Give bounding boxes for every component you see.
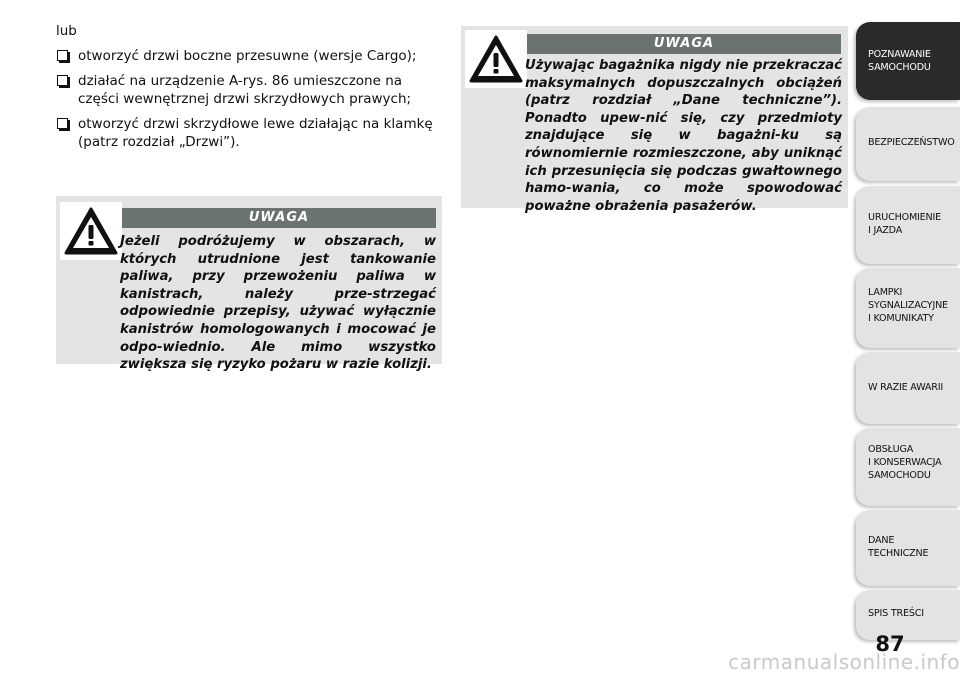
list-item: otworzyć drzwi boczne przesuwne (wersje Cargo); (56, 47, 442, 65)
list-item: działać na urządzenie A-rys. 86 umieszczone na części wewnętrznej drzwi skrzydłowych prawych; (56, 72, 442, 108)
warning-box-right (461, 26, 848, 214)
list-item: otworzyć drzwi skrzydłowe lewe działając na klamkę (patrz rozdział „Drzwi”). (56, 115, 442, 151)
tab-uruchomienie-i-jazda[interactable]: URUCHOMIENIE I JAZDA (856, 186, 960, 264)
checkbox-bullet-icon (57, 118, 68, 129)
warning-text: Używając bagażnika nigdy nie przekraczać maksymalnych dopuszczalnych obciążeń (patrz rozdział „Dane techniczne”). Ponadto upew-nić się, czy przedmioty znajdujące się w bagażni-ku są równomiernie rozmieszczone, aby uniknąć ich przesunięcia się podczas gwałtownego hamo-wania, co może spowodować poważne obrażenia pasażerów. (525, 58, 842, 214)
intro-text: lub (56, 23, 77, 39)
warning-heading: UWAGA (527, 34, 841, 54)
tab-w-razie-awarii[interactable]: W RAZIE AWARII (856, 352, 960, 424)
warning-heading: UWAGA (122, 208, 436, 228)
watermark: carmanualsonline.info (728, 650, 960, 674)
checkbox-bullet-icon (57, 50, 68, 61)
tab-obsluga-i-konserwacja[interactable]: OBSŁUGA I KONSERWACJA SAMOCHODU (856, 428, 960, 506)
warning-text: Jeżeli podróżujemy w obszarach, w których utrudnione jest tankowanie paliwa, przy przewożeniu paliwa w kanistrach, należy prze-strzegać odpowiednie przepisy, używać wyłącznie kanistrów homologowanych i mocować je odpo-wiednio. Ale mimo wszystko zwiększa się ryzyko pożaru w razie kolizji. (120, 234, 436, 373)
left-column (56, 22, 442, 158)
warning-box-left (56, 196, 442, 373)
tab-poznawanie-samochodu[interactable]: POZNAWANIE SAMOCHODU (856, 22, 960, 100)
tab-spis-tresci[interactable]: SPIS TREŚCI (856, 590, 960, 640)
page-number: 87 (875, 632, 905, 656)
checkbox-bullet-icon (57, 75, 68, 86)
bullet-list (56, 47, 442, 151)
tab-dane-techniczne[interactable]: DANE TECHNICZNE (856, 510, 960, 586)
tab-lampki-sygnalizacyjne[interactable]: LAMPKI SYGNALIZACYJNE I KOMUNIKATY (856, 268, 960, 348)
tab-bezpieczenstwo[interactable]: BEZPIECZEŃSTWO (856, 107, 960, 181)
